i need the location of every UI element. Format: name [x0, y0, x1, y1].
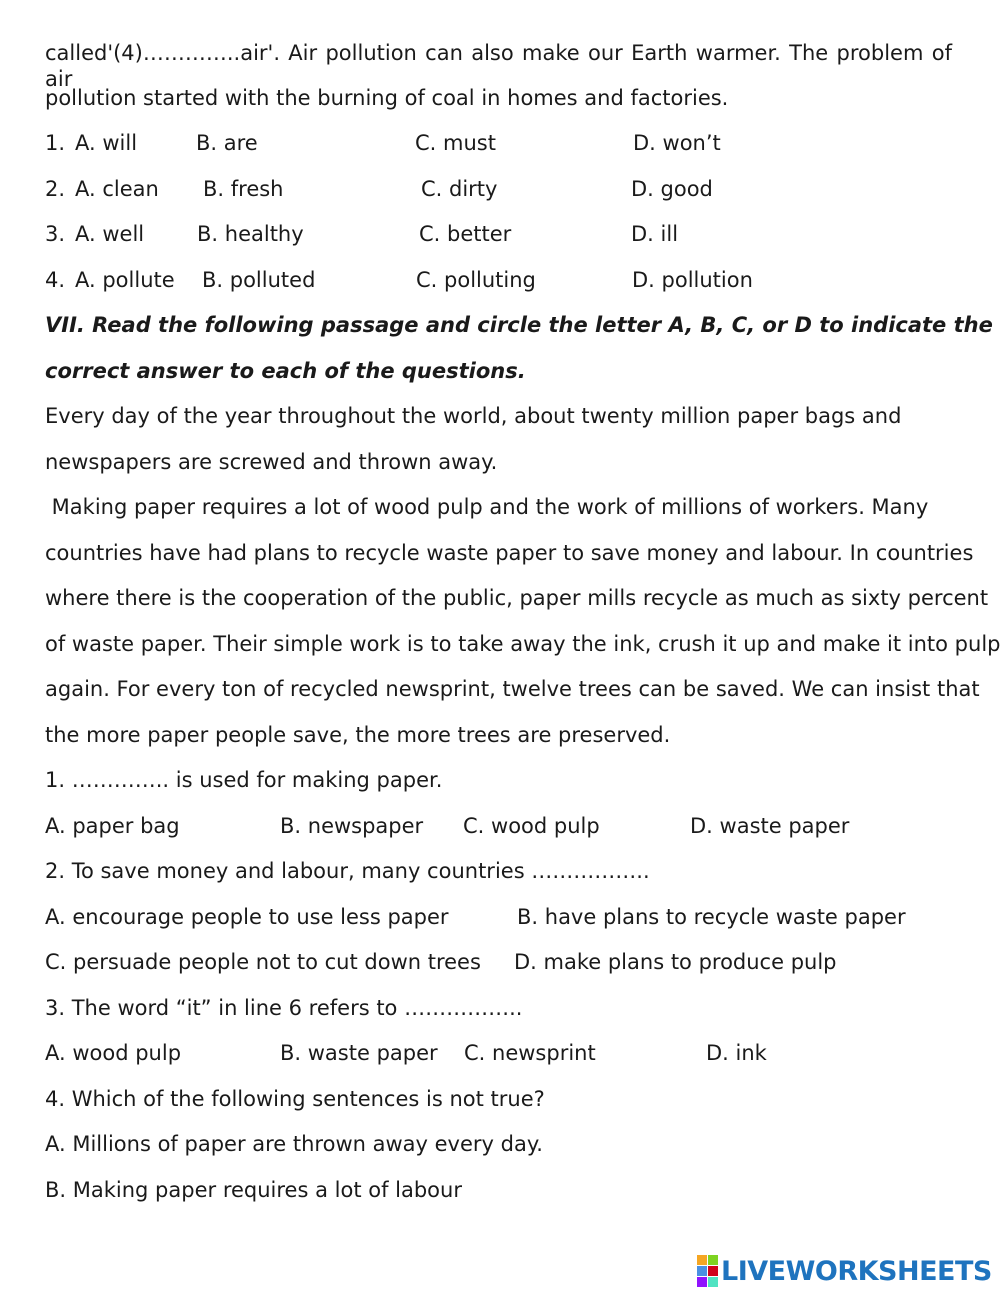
logo-square: [697, 1255, 707, 1265]
answer-option[interactable]: D. ink: [706, 1041, 767, 1065]
reading-passage-line: of waste paper. Their simple work is to take away the ink, crush it up and make it into pulp: [45, 632, 1000, 656]
section-heading: VII. Read the following passage and circle the letter A, B, C, or D to indicate the: [45, 313, 993, 337]
liveworksheets-logo: [697, 1255, 992, 1287]
answer-option[interactable]: B. are: [196, 131, 258, 155]
question-number: 2.: [45, 177, 66, 201]
question-options: [45, 813, 952, 839]
question-options: [45, 1040, 952, 1066]
answer-option[interactable]: C. polluting: [416, 268, 536, 292]
answer-option[interactable]: A. wood pulp: [45, 1041, 182, 1065]
reading-passage-line: countries have had plans to recycle waste paper to save money and labour. In countries: [45, 541, 974, 565]
answer-option[interactable]: B. polluted: [202, 268, 316, 292]
reading-passage-line: Making paper requires a lot of wood pulp and the work of millions of workers. Many: [45, 495, 929, 519]
reading-passage-line: the more paper people save, the more trees are preserved.: [45, 723, 671, 747]
answer-option[interactable]: B. newspaper: [280, 814, 424, 838]
answer-option[interactable]: A. pollute: [75, 268, 175, 292]
question-number: 4.: [45, 268, 66, 292]
answer-option[interactable]: A. Millions of paper are thrown away every day.: [45, 1132, 543, 1156]
answer-option[interactable]: C. wood pulp: [463, 814, 600, 838]
answer-option[interactable]: D. pollution: [632, 268, 753, 292]
answer-option[interactable]: C. newsprint: [464, 1041, 596, 1065]
reading-passage-line: newspapers are screwed and thrown away.: [45, 450, 498, 474]
question-number: 1.: [45, 131, 66, 155]
answer-option[interactable]: C. must: [415, 131, 496, 155]
answer-option[interactable]: A. well: [75, 222, 145, 246]
question-stem: 2. To save money and labour, many countries ……………..: [45, 859, 650, 883]
logo-square: [708, 1277, 718, 1287]
answer-option[interactable]: D. won’t: [633, 131, 721, 155]
answer-option[interactable]: C. better: [419, 222, 512, 246]
cloze-question-row: [45, 221, 952, 247]
logo-text: LIVEWORKSHEETS: [721, 1255, 992, 1287]
reading-passage-line: where there is the cooperation of the public, paper mills recycle as much as sixty percent: [45, 586, 989, 610]
answer-option[interactable]: B. healthy: [197, 222, 304, 246]
answer-option[interactable]: B. fresh: [203, 177, 284, 201]
question-stem: 3. The word “it” in line 6 refers to ……………..: [45, 996, 523, 1020]
answer-option[interactable]: B. Making paper requires a lot of labour: [45, 1178, 462, 1202]
answer-option[interactable]: D. waste paper: [690, 814, 850, 838]
answer-option[interactable]: C. persuade people not to cut down trees: [45, 950, 481, 974]
question-options: [45, 949, 952, 975]
cloze-question-row: [45, 130, 952, 156]
logo-square: [697, 1277, 707, 1287]
reading-passage-line: Every day of the year throughout the world, about twenty million paper bags and: [45, 404, 902, 428]
reading-passage-line: again. For every ton of recycled newsprint, twelve trees can be saved. We can insist that: [45, 677, 980, 701]
answer-option[interactable]: B. waste paper: [280, 1041, 438, 1065]
answer-option[interactable]: B. have plans to recycle waste paper: [517, 905, 906, 929]
logo-square: [697, 1266, 707, 1276]
cloze-question-row: [45, 176, 952, 202]
question-options: [45, 904, 952, 930]
logo-mark-icon: [697, 1255, 718, 1287]
answer-option[interactable]: A. will: [75, 131, 138, 155]
answer-option[interactable]: C. dirty: [421, 177, 498, 201]
cloze-question-row: [45, 267, 952, 293]
passage-line: called'(4)…………..air'. Air pollution can also make our Earth warmer. The problem of air: [45, 41, 952, 91]
answer-option[interactable]: A. paper bag: [45, 814, 180, 838]
passage-line: pollution started with the burning of coal in homes and factories.: [45, 86, 729, 110]
question-number: 3.: [45, 222, 66, 246]
question-stem: 4. Which of the following sentences is not true?: [45, 1087, 545, 1111]
logo-square: [708, 1266, 718, 1276]
answer-option[interactable]: D. ill: [631, 222, 679, 246]
logo-square: [708, 1255, 718, 1265]
answer-option[interactable]: D. make plans to produce pulp: [514, 950, 837, 974]
answer-option[interactable]: D. good: [631, 177, 713, 201]
answer-option[interactable]: A. encourage people to use less paper: [45, 905, 449, 929]
section-heading: correct answer to each of the questions.: [45, 359, 526, 383]
question-stem: 1. ………….. is used for making paper.: [45, 768, 443, 792]
answer-option[interactable]: A. clean: [75, 177, 159, 201]
